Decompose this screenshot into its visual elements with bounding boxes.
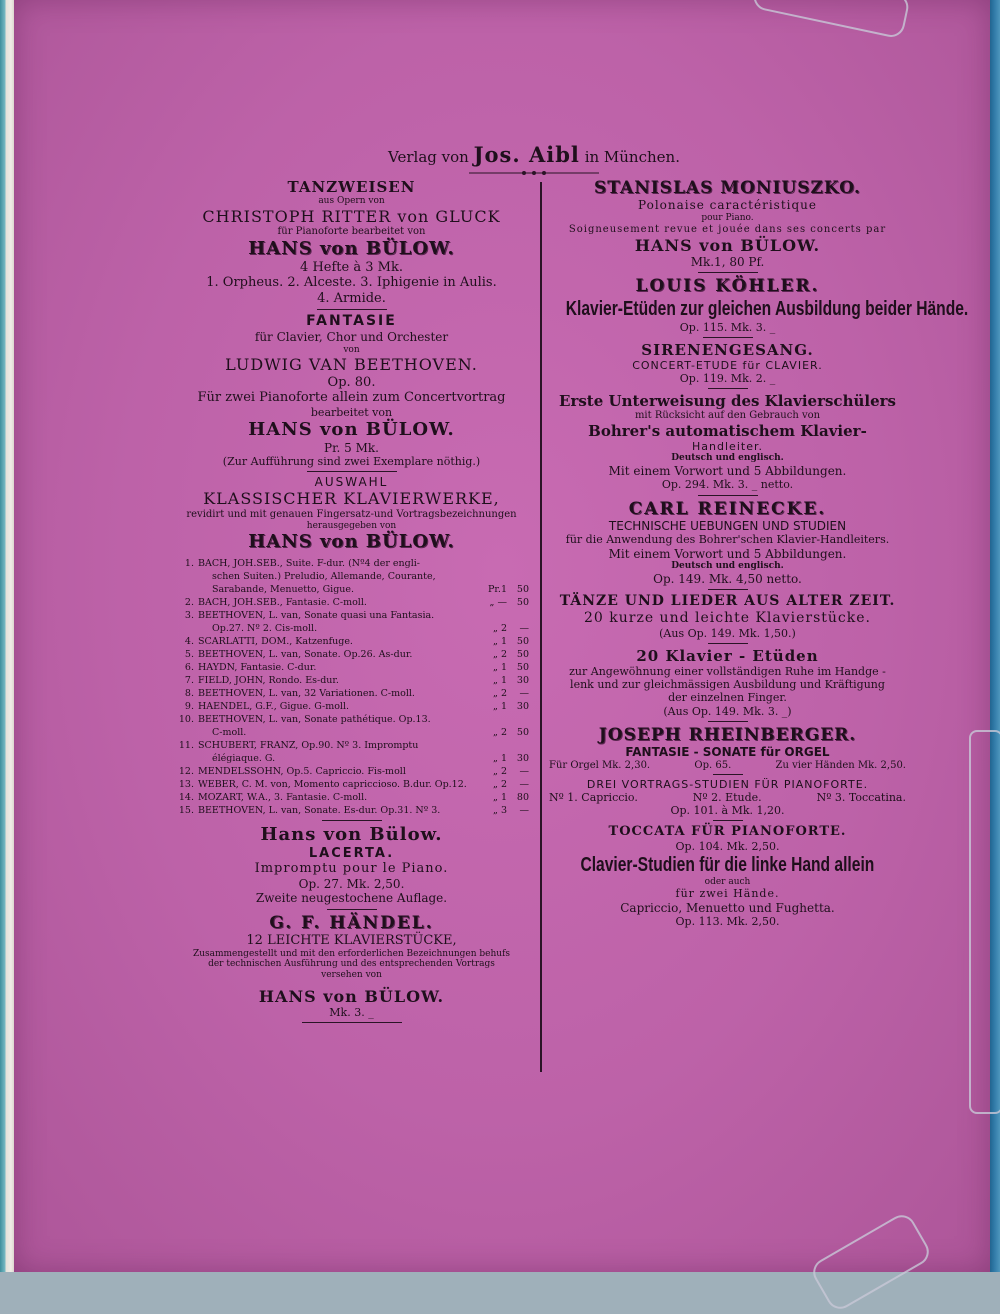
auswahl-title: KLASSISCHER KLAVIERWERKE, [203,489,500,509]
separator [713,774,743,775]
separator [708,721,748,722]
list-item-price: „ 1 [493,662,507,674]
list-item-pfennig [507,557,529,570]
tanz-line1: aus Opern von [318,196,385,206]
separator [307,471,397,472]
list-item [174,700,529,713]
reinecke-composer: CARL REINECKE. [628,498,827,519]
lacerta-line3: Zweite neugestochene Auflage. [255,891,448,906]
study-1: Nº 1. Capriccio. [549,790,638,804]
list-item-text: BEETHOVEN, L. van, Sonate. Op.26. As-dur. [198,649,413,661]
list-item [174,804,529,817]
list-item-pfennig: — [519,623,529,635]
list-item-pfennig: 80 [516,792,529,804]
separator [703,337,753,338]
beethoven-fantasie-entry [174,313,529,468]
list-item [174,557,529,570]
list-item-pfennig: 50 [516,649,529,661]
rheinberger-opus: Op. 65. [694,759,732,771]
list-item-number: 2. [184,597,194,609]
ornament-icon [469,169,599,177]
list-item-pfennig [507,739,529,752]
etueden-line2: lenk und zur gleichmässigen Ausbildung und Kräftigung [570,678,885,692]
auswahl-line3: herausgegeben von [306,520,397,531]
separator [708,643,748,644]
list-item [174,609,529,622]
list-item-number: 4. [184,636,194,648]
list-item [174,674,529,687]
list-item-pfennig: — [519,779,529,791]
fantasie-arranger: HANS von BÜLOW. [248,418,455,440]
list-item-number: 15. [178,805,194,817]
list-item-text: Op.27. Nº 2. Cis-moll. [212,623,318,635]
list-item [174,778,529,791]
lacerta-title: LACERTA. [308,845,395,861]
lacerta-line1: Impromptu pour le Piano. [254,861,449,877]
list-item [174,739,529,752]
list-item-pfennig [507,609,529,622]
linke-hand-wrap [519,853,936,877]
list-item-text: WEBER, C. M. von, Momento capriccioso. B.dur. Op.12. [198,779,467,791]
list-item [174,570,529,583]
list-item-text: HAENDEL, G.F., Gigue. G-moll. [198,701,350,713]
koehler-line1: Op. 115. Mk. 3. _ [679,320,776,334]
separator [698,495,758,496]
list-item-pfennig: 50 [516,636,529,648]
list-item [174,648,529,661]
list-item-pfennig: 30 [516,753,529,765]
taenze-entry [549,593,906,640]
list-item-price: „ 2 [493,779,507,791]
list-item-number [174,726,198,739]
haendel-price: Mk. 3. _ [329,1006,374,1020]
tanz-composer: CHRISTOPH RITTER von GLUCK [202,206,501,226]
fantasie-price: Pr. 5 Mk. [324,440,379,455]
list-item-text: C-moll. [212,727,247,739]
study-3: Nº 3. Toccatina. [816,790,906,804]
list-item-price: „ 1 [493,636,507,648]
list-item-text: BACH, JOH.SEB., Suite. F-dur. (Nº4 der engli- [198,558,420,570]
separator [708,589,748,590]
separator [327,909,377,910]
header-prefix: Verlag von [388,148,469,166]
list-item-price: „ — [489,597,507,609]
list-item-number [174,752,198,765]
unterweisung-line4: Mit einem Vorwort und 5 Abbildungen. [608,464,847,479]
moniuszko-line1: Polonaise caractéristique [638,198,817,213]
auswahl-line2: revidirt und mit genauen Fingersatz-und Vortragsbezeichnungen [186,508,517,520]
tanz-title: TANZWEISEN [287,178,416,196]
moniuszko-composer: STANISLAS MONIUSZKO. [594,178,861,198]
separator [302,1022,402,1023]
list-item [174,661,529,674]
list-item-text: SCARLATTI, DOM., Katzenfuge. [198,636,353,648]
list-item-number: 10. [178,714,194,726]
taenze-line2: (Aus Op. 149. Mk. 1,50.) [659,626,796,640]
unterweisung-line5: Op. 294. Mk. 3. _ netto. [661,478,794,492]
koehler-composer: LOUIS KÖHLER. [635,276,820,297]
left-column [174,178,529,1026]
list-item-number: 9. [184,701,194,713]
list-item-text: schen Suiten.) Preludio, Allemande, Courante, [212,571,436,583]
list-item-price: Pr.1 [488,584,507,596]
reinecke-line2: für die Anwendung des Bohrer'schen Klavier-Handleiters. [565,533,890,547]
list-item-text: MENDELSSOHN, Op.5. Capriccio. Fis-moll [198,766,406,778]
koehler-title: Klavier-Etüden zur gleichen Ausbildung beider Hände. [565,297,969,320]
haendel-arranger: HANS von BÜLOW. [258,986,445,1006]
rheinberger-price-four-hands: Zu vier Händen Mk. 2,50. [775,759,906,771]
koehler-entry [549,276,969,334]
right-column [549,178,969,929]
rheinberger-line4: TOCCATA FÜR PIANOFORTE. [608,823,847,839]
reinecke-line4: Deutsch und englisch. [671,561,784,572]
etueden-line4: (Aus Op. 149. Mk. 3. _) [663,704,792,718]
moniuszko-arranger: HANS von BÜLOW. [634,235,821,255]
unterweisung-title2: Bohrer's automatischem Klavier- [588,422,867,441]
etueden-line1: zur Angewöhnung einer vollständigen Ruhe im Handge - [569,665,886,678]
sirenen-line2: Op. 119. Mk. 2. _ [679,371,776,385]
fantasie-line4: Für zwei Pianoforte allein zum Concertvortrag [197,390,506,406]
list-item-price: „ 1 [493,753,507,765]
list-item-number: 5. [184,649,194,661]
unterweisung-entry [549,392,906,492]
rheinberger-prices [549,760,906,771]
taenze-title: TÄNZE UND LIEDER AUS ALTER ZEIT. [559,593,896,610]
list-item-price [483,570,507,583]
list-item [174,713,529,726]
list-item [174,765,529,778]
list-item-pfennig: 50 [516,597,529,609]
rheinberger-line3: Op. 101. à Mk. 1,20. [670,803,785,817]
tanz-line3: 4 Hefte à 3 Mk. [300,259,403,275]
haendel-line3: versehen von [321,970,382,981]
list-item [174,596,529,609]
auswahl-line1: AUSWAHL [314,475,389,490]
list-item-number: 6. [184,662,194,674]
list-item-price: „ 2 [493,623,507,635]
list-item-text: FIELD, JOHN, Rondo. Es-dur. [198,675,339,687]
rheinberger-line1: FANTASIE - SONATE für ORGEL [625,745,830,760]
list-item-pfennig: 30 [516,701,529,713]
list-item-pfennig: — [519,766,529,778]
list-item [174,622,529,635]
reinecke-line5: Op. 149. Mk. 4,50 netto. [653,571,802,586]
fantasie-line3: Op. 80. [327,374,376,390]
list-item-price [483,609,507,622]
plastic-clip-top [751,0,911,40]
list-item-number: 3. [184,610,194,622]
sirenen-line1: CONCERT-ETUDE für CLAVIER. [632,358,823,372]
list-item-number [174,570,198,583]
list-item-pfennig: 50 [516,584,529,596]
fantasie-composer: LUDWIG VAN BEETHOVEN. [225,355,478,375]
list-item-text: BACH, JOH.SEB., Fantasie. C-moll. [198,597,367,609]
rheinberger-price-organ: Für Orgel Mk. 2,30. [549,759,651,771]
haendel-line1: Zusammengestellt und mit den erforderlichen Bezeichnungen behufs [192,948,511,959]
rheinberger-composer: JOSEPH RHEINBERGER. [598,724,857,745]
list-item-price [483,739,507,752]
sirenen-title: SIRENENGESANG. [641,340,814,359]
tanz-line4: 1. Orpheus. 2. Alceste. 3. Iphigenie in Aulis. [206,275,497,291]
reinecke-entry [549,499,906,587]
list-item-text: BEETHOVEN, L. van, Sonate. Es-dur. Op.31. Nº 3. [198,805,441,817]
plastic-clip-bottom [808,1210,934,1314]
unterweisung-line3: Deutsch und englisch. [671,453,784,464]
list-item-text: BEETHOVEN, L. van, 32 Variationen. C-moll. [198,688,415,700]
list-item-text: BEETHOVEN, L. van, Sonate quasi una Fantasia. [198,610,435,622]
fantasie-line1: für Clavier, Chor und Orchester [254,330,449,345]
list-item-text: Sarabande, Menuetto, Gigue. [212,584,355,596]
reinecke-line3: Mit einem Vorwort und 5 Abbildungen. [608,546,847,561]
separator [713,820,743,821]
rheinberger-line8: für zwei Hände. [675,887,780,901]
tanz-arranger: HANS von BÜLOW. [248,237,455,259]
list-item [174,687,529,700]
fantasie-title: FANTASIE [306,313,397,330]
list-item-price: „ 2 [493,766,507,778]
haendel-line2: der technischen Ausführung und des entsprechenden Vortrags [208,959,495,970]
list-item-price: „ 2 [493,649,507,661]
list-item [174,583,529,596]
list-item-text: SCHUBERT, FRANZ, Op.90. Nº 3. Impromptu [198,740,419,752]
separator [322,820,382,821]
fantasie-note: (Zur Aufführung sind zwei Exemplare nöthig.) [222,454,481,468]
rheinberger-line5: Op. 104. Mk. 2,50. [675,839,780,853]
etueden-title: 20 Klavier - Etüden [636,647,819,665]
moniuszko-entry [549,178,906,269]
list-item-text: élégiaque. G. [212,753,276,765]
list-item-number: 8. [184,688,194,700]
list-item-number: 13. [178,779,194,791]
separator [317,309,387,310]
study-2: Nº 2. Etude. [692,790,762,804]
list-item-number [174,583,198,596]
lacerta-entry [174,824,529,906]
list-item [174,791,529,804]
list-item-number: 12. [178,766,194,778]
lacerta-line2: Op. 27. Mk. 2,50. [298,876,405,891]
publisher-header [14,142,1000,177]
list-item [174,635,529,648]
list-item-pfennig [507,713,529,726]
sirenengesang-entry [549,341,906,385]
list-item [174,752,529,765]
taenze-line1: 20 kurze und leichte Klavierstücke. [583,610,871,627]
auswahl-list [174,557,529,817]
unterweisung-title: Erste Unterweisung des Klavierschülers [559,392,896,411]
list-item-pfennig: — [519,688,529,700]
list-item-price: „ 1 [493,792,507,804]
etueden-entry [549,647,906,718]
separator [698,272,758,273]
list-item-number [174,622,198,635]
tanz-line2: für Pianoforte bearbeitet von [277,225,426,237]
catalog-page [14,0,990,1272]
list-item-pfennig: 30 [516,675,529,687]
list-item-pfennig: — [519,805,529,817]
auswahl-entry [174,475,529,817]
rheinberger-line9: Capriccio, Menuetto und Fughetta. [620,900,835,915]
list-item-pfennig [507,570,529,583]
fantasie-line2: von [343,344,360,355]
rheinberger-entry [549,725,906,929]
list-item-price: „ 2 [493,727,507,739]
list-item [174,726,529,739]
list-item-price [483,557,507,570]
moniuszko-line2: pour Piano. [701,212,754,223]
header-suffix: in München. [584,148,680,166]
haendel-composer: G. F. HÄNDEL. [269,912,434,933]
list-item-number: 1. [184,558,194,570]
list-item-number: 14. [178,792,194,804]
lacerta-composer: Hans von Bülow. [260,824,443,846]
moniuszko-line3: Soigneusement revue et jouée dans ses concerts par [568,223,887,235]
unterweisung-line1: mit Rücksicht auf den Gebrauch von [634,410,821,422]
list-item-number: 7. [184,675,194,687]
gluck-entry [174,178,529,306]
plastic-clip-right [969,730,1000,1114]
tanz-line5: 4. Armide. [317,290,386,306]
separator [708,388,748,389]
haendel-entry [174,913,529,1020]
list-item-price: „ 1 [493,701,507,713]
list-item-price: „ 3 [493,805,507,817]
list-item-number: 11. [178,740,194,752]
koehler-title-wrap [509,297,969,321]
publisher-name: Jos. Aibl [473,142,580,167]
etueden-line3: der einzelnen Finger. [668,691,787,705]
list-item-pfennig: 50 [516,662,529,674]
rheinberger-studies [549,791,906,804]
rheinberger-line7: oder auch [704,876,751,887]
list-item-text: HAYDN, Fantasie. C-dur. [198,662,317,674]
reinecke-line1: TECHNISCHE UEBUNGEN UND STUDIEN [608,519,847,534]
auswahl-editor: HANS von BÜLOW. [248,531,455,553]
list-item-price [483,713,507,726]
rheinberger-line6: Clavier-Studien für die linke Hand allein [580,853,875,876]
moniuszko-price: Mk.1, 80 Pf. [690,254,765,269]
unterweisung-line2: Handleiter. [692,440,763,454]
list-item-text: BEETHOVEN, L. van, Sonate pathétique. Op.13. [198,714,431,726]
fantasie-line5: bearbeitet von [310,405,393,419]
rheinberger-line2: DREI VORTRAGS-STUDIEN FÜR PIANOFORTE. [586,777,869,791]
rheinberger-line10: Op. 113. Mk. 2,50. [675,915,780,929]
list-item-text: MOZART, W.A., 3. Fantasie. C-moll. [198,792,368,804]
list-item-pfennig: 50 [516,727,529,739]
list-item-price: „ 1 [493,675,507,687]
haendel-title: 12 LEICHTE KLAVIERSTÜCKE, [246,933,457,948]
list-item-price: „ 2 [493,688,507,700]
